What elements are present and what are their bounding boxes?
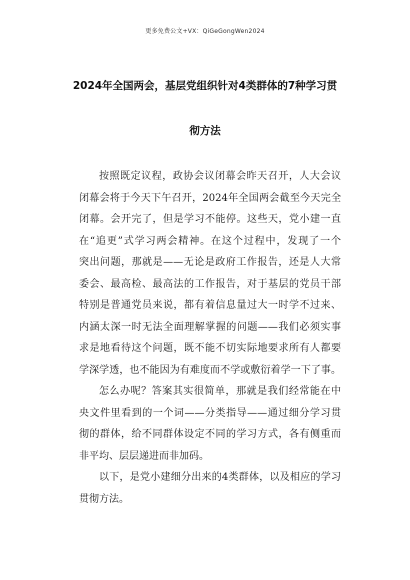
paragraph-line: 学深学透，也不能因为有难度而不学或敷衍着学一下了事。 (79, 364, 341, 376)
paragraph-line: 在“追更”式学习两会精神。在这个过程中，发现了一个 (79, 235, 341, 247)
paragraph-line: 怎么办呢？答案其实很简单，那就是我们经常能在中 (99, 386, 341, 397)
paragraph-line: 闭幕。会开完了，但是学习不能停。这些天，党小建一直 (79, 214, 341, 225)
paragraph-line: 以下，是党小建细分出来的4类群体，以及相应的学习 (99, 472, 341, 483)
paragraph-line: 特别是普通党员来说，都有着信息量过大一时学不过来、 (79, 300, 341, 311)
document-title-line-1: 2024年全国两会，基层党组织针对4类群体的7种学习贯 (72, 80, 338, 92)
paragraph-line: 彻的群体，给不同群体设定不同的学习方式，各有侧重而 (79, 429, 341, 440)
paragraph-line: 突出问题，那就是——无论是政府工作报告，还是人大常 (79, 257, 341, 268)
paragraph-line: 央文件里看到的一个词——分类指导——通过细分学习贯 (79, 407, 341, 419)
paragraph-line: 内涵太深一时无法全面理解掌握的问题——我们必须实事 (79, 321, 341, 333)
header-note: 更多免费公文+VX：QiGeGongWen2024 (145, 28, 265, 35)
paragraph-line: 求是地看待这个问题，既不能不切实际地要求所有人都要 (79, 343, 341, 354)
paragraph-line: 闭幕会将于今天下午召开，2024年全国两会截至今天完全 (79, 192, 341, 204)
paragraph-line: 按照既定议程，政协会议闭幕会昨天召开，人大会议 (99, 171, 341, 182)
paragraph-line: 非平均、层层递进而非加码。 (79, 450, 209, 462)
document-title-line-2: 彻方法 (189, 125, 221, 137)
paragraph-line: 委会、最高检、最高法的工作报告，对于基层的党员干部 (79, 278, 341, 290)
paragraph-line: 贯彻方法。 (79, 493, 129, 505)
